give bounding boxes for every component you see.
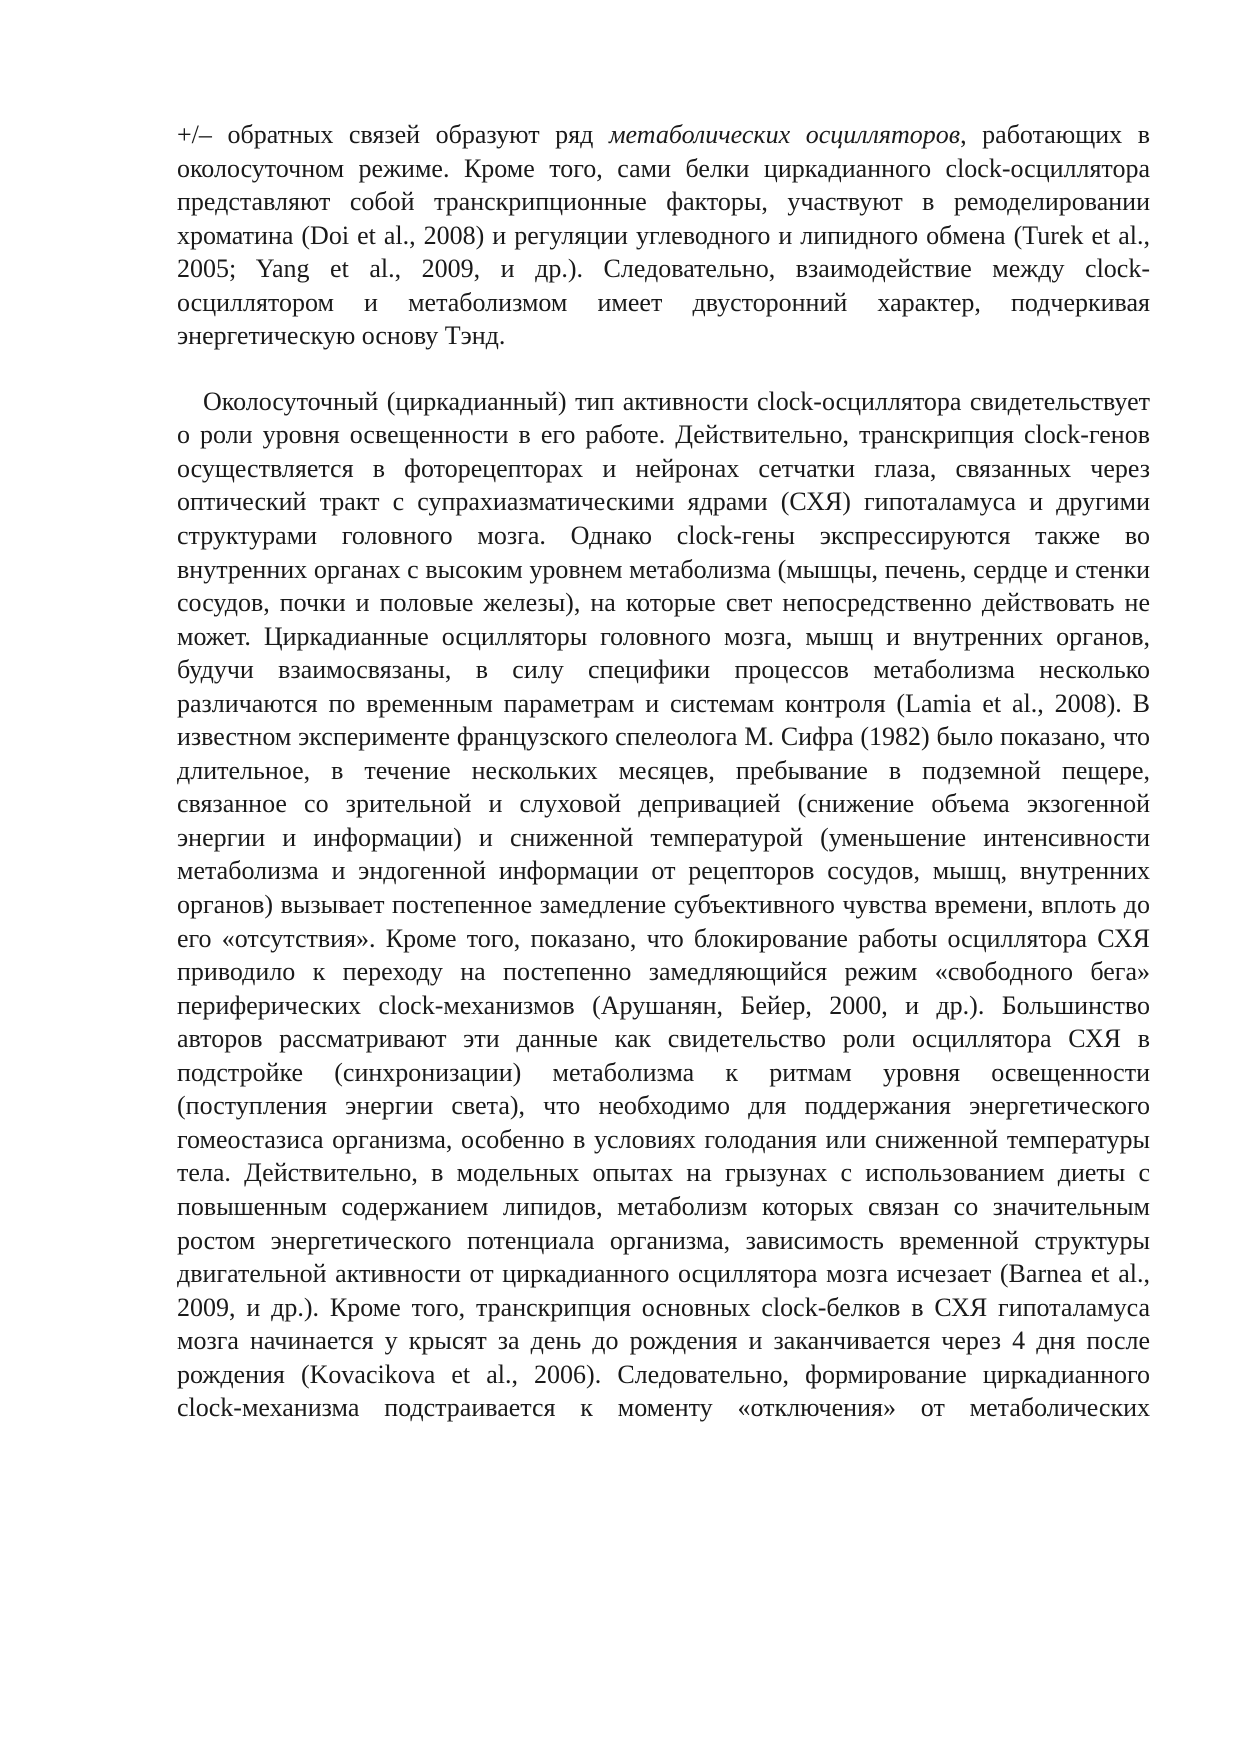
paragraph-1-text-a: +/– обратных связей образуют ряд	[177, 120, 609, 149]
paragraph-1	[177, 118, 1150, 353]
document-page	[177, 118, 1150, 1425]
paragraph-1-text-b: , работающих в околосуточном режиме. Кроме того, сами белки циркадианного clock-осциллятора представляют собой транскрипционные факторы, участвуют в ремоделировании хроматина (Doi et al., 2008) и регуляции углеводного и липидного обмена (Turek et al., 2005; Yang et al., 2009, и др.). Следовательно, взаимодействие между clock-осциллятором и метаболизмом имеет двусторонний характер, подчеркивая энергетическую основу Тэнд.	[177, 120, 1151, 351]
paragraph-2-text: Околосуточный (циркадианный) тип активности clock-осциллятора свидетельствует о роли уровня освещенности в его работе. Действительно, транскрипция clock-генов осуществляется в фоторецепторах и нейронах сетчатки глаза, связанных через оптический тракт с супрахиазматическими ядрами (СХЯ) гипоталамуса и другими структурами головного мозга. Однако clock-гены экспрессируются также во внутренних органах с высоким уровнем метаболизма (мышцы, печень, сердце и стенки сосудов, почки и половые железы), на которые свет непосредственно действовать не может. Циркадианные осцилляторы головного мозга, мышц и внутренних органов, будучи взаимосвязаны, в силу специфики процессов метаболизма несколько различаются по временным параметрам и системам контроля (Lamia et al., 2008). В известном эксперименте французского спелеолога М. Сифра (1982) было показано, что длительное, в течение нескольких месяцев, пребывание в подземной пещере, связанное со зрительной и слуховой депривацией (снижение объема экзогенной энергии и информации) и сниженной температурой (уменьшение интенсивности метаболизма и эндогенной информации от рецепторов сосудов, мышц, внутренних органов) вызывает постепенное замедление субъективного чувства времени, вплоть до его «отсутствия». Кроме того, показано, что блокирование работы осциллятора СХЯ приводило к переходу на постепенно замедляющийся режим «свободного бега» периферических clock-механизмов (Арушанян, Бейер, 2000, и др.). Большинство авторов рассматривают эти данные как свидетельство роли осциллятора СХЯ в подстройке (синхронизации) метаболизма к ритмам уровня освещенности (поступления энергии света), что необходимо для поддержания энергетического гомеостазиса организма, особенно в условиях голодания или сниженной температуры тела. Действительно, в модельных опытах на грызунах с использованием диеты с повышенным содержанием липидов, метаболизм которых связан со значительным ростом энергетического потенциала организма, зависимость временной структуры двигательной активности от циркадианного осциллятора мозга исчезает (Barnea et al., 2009, и др.). Кроме того, транскрипция основных clock-белков в СХЯ гипоталамуса мозга начинается у крысят за день до рождения и заканчивается через 4 дня после рождения (Kovacikova et al., 2006). Следовательно, формирование циркадианного clock-механизма подстраивается к моменту «отключения» от метаболических	[177, 386, 1150, 1423]
paragraph-2	[177, 385, 1150, 1425]
paragraph-1-italic-term: метаболических осцилляторов	[608, 120, 961, 149]
